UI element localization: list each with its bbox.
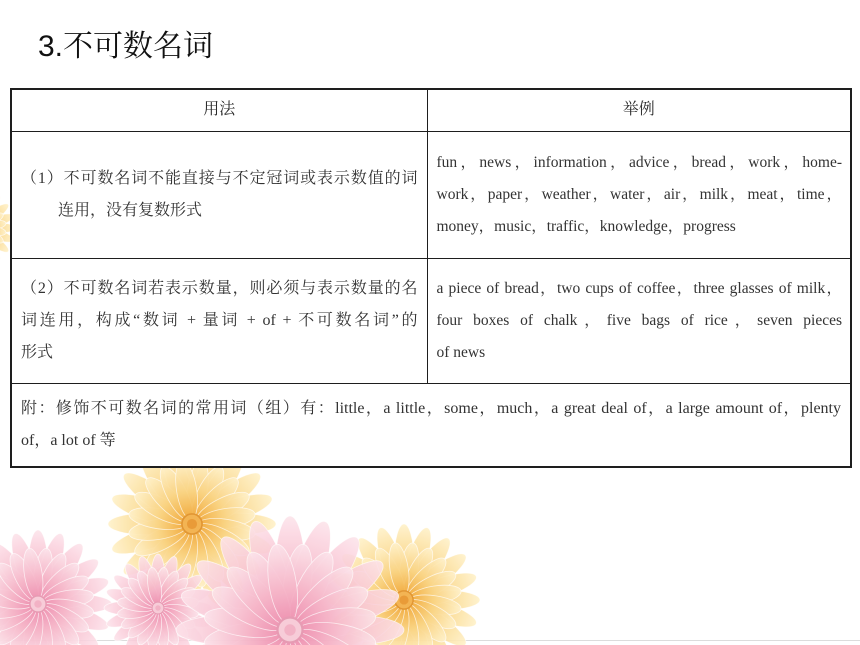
table-row xyxy=(11,258,851,383)
example-text-line: fun，news，information，advice，bread，work，home- xyxy=(436,153,842,171)
example-text-line: of news xyxy=(436,343,486,361)
examples-cell xyxy=(427,258,851,383)
pink-flower xyxy=(0,530,112,645)
table-header-row xyxy=(11,89,851,131)
note-text-line: 附：修饰不可数名词的常用词（组）有：little，a little，some，much，a great deal of，a large amount of，plenty xyxy=(21,399,841,417)
usage-text-line: 连用，没有复数形式 xyxy=(58,201,203,219)
note-text-line: of，a lot of 等 xyxy=(21,431,116,449)
table-note-row xyxy=(11,383,851,467)
header-examples: 举例 xyxy=(427,89,851,131)
uncountable-noun-table xyxy=(10,88,852,468)
example-text-line: money，music，traffic，knowledge，progress xyxy=(436,217,736,235)
usage-cell xyxy=(11,258,427,383)
example-text-line: four boxes of chalk，five bags of rice，seven pieces xyxy=(436,311,842,329)
flower-center-dot xyxy=(34,600,41,607)
example-text-line: work，paper，weather，water，air，milk，meat，time， xyxy=(436,185,842,203)
usage-text-line: （2）不可数名词若表示数量，则必须与表示数量的名 xyxy=(21,279,418,297)
flower-center-dot xyxy=(399,595,408,604)
table-row xyxy=(11,131,851,258)
flower-center-dot xyxy=(187,519,197,529)
flower-center-dot xyxy=(155,605,160,610)
usage-text-line: 形式 xyxy=(21,343,54,361)
slide-title: 3.不可数名词 xyxy=(38,30,214,63)
examples-cell xyxy=(427,131,851,258)
usage-cell xyxy=(11,131,427,258)
header-usage: 用法 xyxy=(11,89,427,131)
flower-center-dot xyxy=(284,624,295,635)
example-text-line: a piece of bread，two cups of coffee，three glasses of milk， xyxy=(436,279,842,297)
usage-text-line: 词连用，构成“数词 + 量词 + of + 不可数名词”的 xyxy=(21,311,418,329)
note-cell xyxy=(11,383,851,467)
usage-text-line: （1）不可数名词不能直接与不定冠词或表示数值的词 xyxy=(21,169,418,187)
